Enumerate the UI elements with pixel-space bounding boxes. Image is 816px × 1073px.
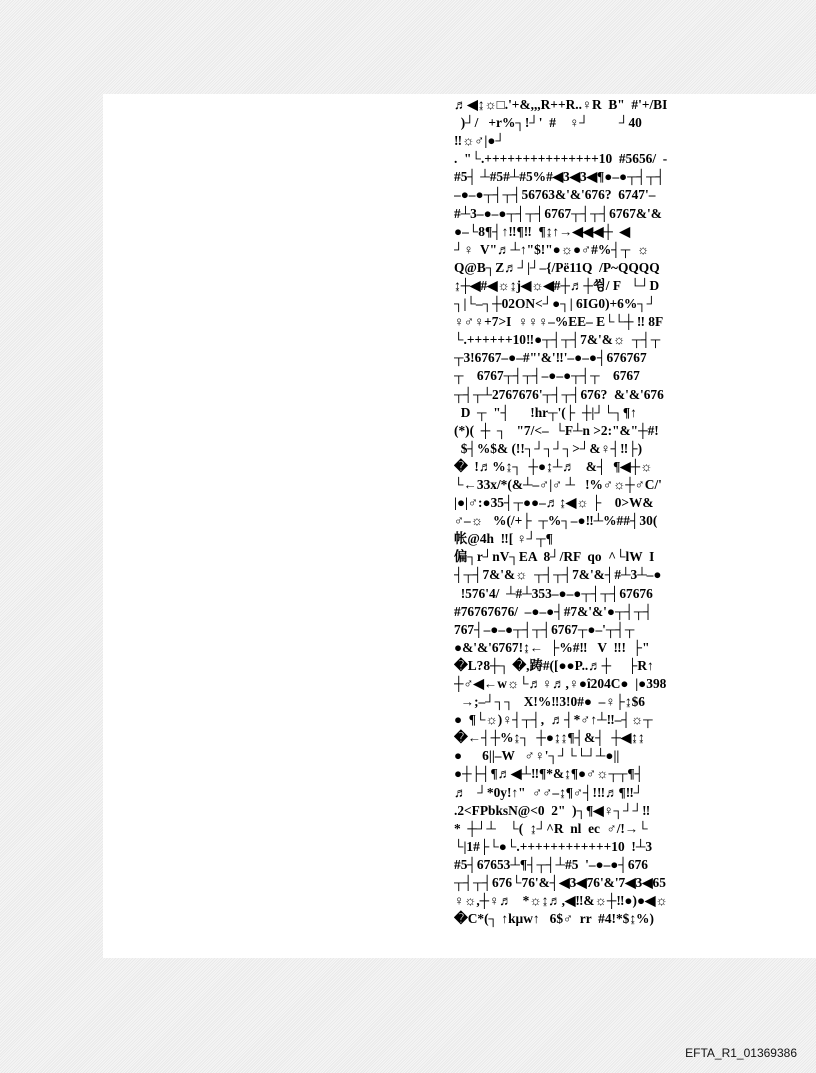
text-line: D ┬ "┤ !hr┬'(├ ┼|┘└┐¶↑ [454,404,637,420]
text-line: �L?8┼┐ �,踌#([●●P..♬┼ ├R↑ [454,657,654,673]
text-line: ♀☼,┼♀♬ *☼↨♬,◀‼&☼┼‼●)●◀☼ [454,893,668,909]
text-line: ┬┤┬┴2767676'┬┤┬┤676? &'&'676 [454,386,664,402]
text-line: ●–└8¶┤↑‼¶‼ ¶↨↑→◀◀◀┼ ◀ [454,223,630,239]
text-line: └|1#├└●└.++++++++++++10 !┴3 [454,838,653,854]
text-line: #5┤67653┴¶┤┬┤┴#5 '–●–●┤676 [454,856,648,872]
text-line: ♀♂♀+7>I ♀♀♀–%EE– E└└┼ ‼ 8F [454,314,664,330]
text-line: . "└.+++++++++++++++10 #5656/ - [454,151,668,167]
text-line: ♬◀↨☼□.'+&,,,R++R..♀R B" #'+/BI [454,97,668,112]
text-line: ♬ ┘*0y!↑" ♂♂–↨¶♂┤!‼♬¶‼┘ [454,784,644,800]
text-line: �C*(┐ ↑kµw↑ 6$♂ rr #4!*$↨%) [454,911,654,927]
text-line: (*)( ┼ ┐ "7/<– └F┴n >2:"&"┼#! [454,422,659,438]
text-line: .2<FPbksN@<0 2" )┐¶◀♀┐┘┘‼ [454,802,651,818]
text-line: 偏┐r┘nV┐EA 8┘/RF qo ^└lW I [454,549,655,565]
text-line: #76767676/ –●–●┤#7&'&'●┬┤┬┤ [454,603,653,619]
text-line: ┼♂◀←w☼└♬♀♬,♀●î204C● |●398 [454,676,667,691]
text-line: └←33x/*(&┴–♂|♂ ┴ !%♂☼┼♂C/' [454,476,662,492]
text-line: ┬ 6767┬┤┬┤–●–●┬┤┬ 6767 [454,368,640,384]
text-line: |●|♂:●35┤┬●●–♬↨◀☼ ├ 0>W& [454,495,654,511]
text-line: ● ¶└☼)♀┤┬┤, ♬┤*♂↑┴‼–┤☼┬ [454,712,653,728]
text-line: $┤%$& (!!┐┘┐┘┐>┘&♀┤‼├) [454,440,643,456]
text-line: ♂–☼ %(/+├ ┬%┐–●‼┴%##┤30( [454,513,658,529]
text-line: ●┼├┤¶♬◀┴‼¶*&↨¶●♂☼┬┬¶┤ [454,766,645,782]
text-line: –●–●┬┤┬┤56763&'&'676? 6747'– [454,187,656,203]
text-line: ●&'&'6767!↨← ├%#‼ V ‼! ├" [454,639,650,655]
text-line: └.++++++10‼●┬┤┬┤7&'&☼ ┬┤┬ [454,332,661,348]
text-line: * ┼┘┴ └( ↨┘^R nl ec ♂/!→└ [454,820,648,836]
text-line: ┘♀ V"♬┴↑"$!"●☼●♂#%┤┬ ☼ [454,241,650,257]
text-line: ┤┬┤7&'&☼ ┬┤┬┤7&'&┤#┴3┴–● [454,567,662,583]
text-line: #5┤ ┴#5#┴#5%#◀3◀3◀¶●–●┬┤┬┤ [454,169,666,185]
text-line: ┬3!6767–●–#"'&'‼'–●–●┤676767 [454,350,647,366]
text-line: →;–┘┐┐ X!%‼3!0#● –♀├↨$6 [454,694,645,710]
text-line: ‼☼♂|●┘ [454,133,505,149]
text-line: 帐@4h ‼[ ♀┘┬¶ [454,531,553,547]
text-line: ↨┼◀#◀☼↨j◀☼◀#┼♬┼쓍/ F └┘D [454,277,660,293]
text-line: �←┤┼%↨┐ ┼●↨↨¶┤&┤ ┼◀↨↨ [454,730,645,746]
text-line: )┘/ +r%┐!┘' # ♀┘ ┘40 [454,115,642,131]
garbled-text-block [454,96,816,956]
text-line: ● 6||–W ♂♀'┐┘└└┘┴●|| [454,748,620,764]
text-line: Q@B┐Z♬┘|┘–{/Pë11Q /P~QQQQ [454,259,660,275]
text-line: ┐|└–┐┼02ON<┘●┐| 6IG0)+6%┐┘ [454,296,657,312]
text-line: !576'4/ ┴#┴353–●–●┬┤┬┤67676 [454,585,653,601]
document-id-label: EFTA_R1_01369386 [685,1046,797,1060]
text-line: � !♬%↨┐ ┼●↨┴♬ &┤ ¶◀┼☼ [454,458,653,474]
text-line: 767┤–●–●┬┤┬┤6767┬●–'┬┤┬ [454,621,635,637]
text-line: ┬┤┬┤676└76'&┤◀3◀76'&'7◀3◀65 [454,875,666,891]
text-line: #┴3–●–●┬┤┬┤6767┬┤┬┤6767&'& [454,205,662,221]
